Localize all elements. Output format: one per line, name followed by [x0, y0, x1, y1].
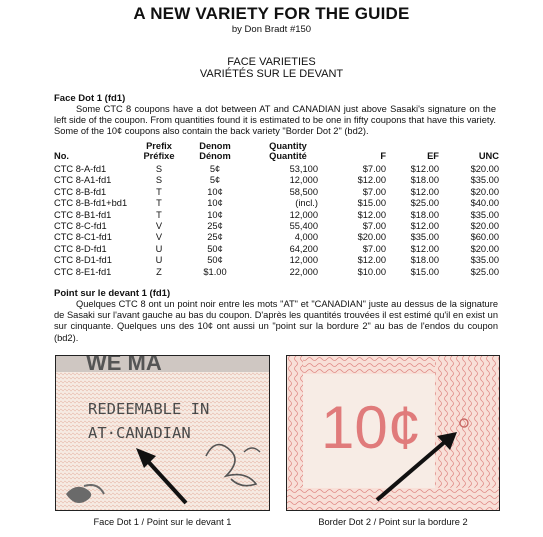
cell-unc: $20.00	[470, 221, 499, 232]
cell-unc: $60.00	[470, 232, 499, 243]
cell-prefix: Z	[156, 266, 162, 277]
english-paragraph: Some CTC 8 coupons have a dot between AT and CANADIAN just above Sasaki's signature on the left side of the coupon. From quantities found it is estimated to be one in fifty coupons that have this variety. Some of the 10¢ coupons also contain the back variety "Border Dot 2" (bd2).	[54, 104, 496, 137]
table-row	[54, 210, 499, 221]
face-dot-photo	[55, 355, 270, 511]
cell-unc: $35.00	[470, 209, 499, 220]
cell-no: CTC 8-B-fd1	[54, 186, 107, 197]
cell-unc: $40.00	[470, 198, 499, 209]
cell-qty: 55,400	[289, 221, 318, 232]
header-denom-fr: Dénom	[199, 151, 231, 161]
border-dot-caption: Border Dot 2 / Point sur la bordure 2	[318, 517, 468, 527]
header-qty-fr: Quantité	[269, 151, 307, 161]
cell-denom: 5¢	[209, 175, 221, 186]
header-qty-en: Quantity	[269, 141, 307, 151]
table-row	[54, 187, 499, 198]
cell-denom: 50¢	[207, 255, 223, 266]
cell-denom: 10¢	[207, 209, 223, 220]
face-dot-image	[56, 356, 269, 510]
cell-prefix: T	[156, 209, 162, 220]
french-heading: Point sur le devant 1 (fd1)	[54, 288, 171, 299]
cell-denom: 5¢	[209, 164, 221, 174]
section-title-fr: VARIÉTÉS SUR LE DEVANT	[199, 68, 344, 80]
section-title-en: FACE VARIETIES	[227, 56, 316, 68]
header-prefix-fr: Préfixe	[143, 151, 175, 161]
cell-ef: $18.00	[410, 255, 439, 266]
border-dot-image	[287, 356, 499, 510]
cell-no: CTC 8-D-fd1	[54, 243, 107, 254]
table-row	[54, 175, 499, 186]
cell-prefix: S	[155, 175, 163, 186]
cell-qty: 64,200	[289, 243, 318, 254]
cell-qty: 12,000	[289, 255, 318, 266]
cell-f: $7.00	[362, 221, 386, 232]
cell-denom: 10¢	[207, 198, 223, 209]
cell-ef: $18.00	[410, 209, 439, 220]
cell-prefix: S	[155, 164, 163, 174]
cell-ef: $35.00	[410, 232, 439, 243]
byline: by Don Bradt #150	[231, 24, 312, 35]
cell-qty: (incl.)	[295, 198, 318, 209]
cell-f: $20.00	[357, 232, 386, 243]
table-row	[54, 221, 499, 232]
cell-no: CTC 8-B-fd1+bd1	[54, 198, 128, 209]
table-row	[54, 232, 499, 243]
cell-unc: $20.00	[470, 243, 499, 254]
cell-qty: 53,100	[289, 164, 318, 174]
cell-denom: 10¢	[207, 186, 223, 197]
table-row	[54, 198, 499, 209]
cell-ef: $25.00	[410, 198, 439, 209]
cell-prefix: V	[155, 232, 163, 243]
table-header-row-1	[54, 141, 499, 151]
header-prefix-en: Prefix	[146, 141, 172, 151]
cell-denom: $1.00	[203, 266, 227, 277]
cell-ef: $12.00	[410, 221, 439, 232]
cell-qty: 58,500	[289, 186, 318, 197]
cell-ef: $12.00	[410, 243, 439, 254]
cell-unc: $20.00	[470, 164, 499, 174]
article-title: A NEW VARIETY FOR THE GUIDE	[133, 4, 410, 23]
cell-unc: $35.00	[470, 175, 499, 186]
cell-prefix: T	[156, 198, 162, 209]
cell-f: $12.00	[357, 209, 386, 220]
cell-no: CTC 8-E1-fd1	[54, 266, 112, 277]
header-ef: EF	[427, 151, 439, 161]
table-row	[54, 255, 499, 266]
cell-ef: $12.00	[410, 186, 439, 197]
cell-prefix: U	[155, 243, 163, 254]
cell-ef: $15.00	[410, 266, 439, 277]
table-row	[54, 164, 499, 175]
cell-prefix: T	[156, 186, 162, 197]
cell-qty: 22,000	[289, 266, 318, 277]
cell-ef: $18.00	[410, 175, 439, 186]
cell-ef: $12.00	[410, 164, 439, 174]
cell-f: $7.00	[362, 164, 386, 174]
cell-unc: $35.00	[470, 255, 499, 266]
cell-qty: 4,000	[294, 232, 318, 243]
cell-f: $7.00	[362, 243, 386, 254]
cell-no: CTC 8-A1-fd1	[54, 175, 112, 186]
cell-no: CTC 8-B1-fd1	[54, 209, 112, 220]
denomination: 10¢	[321, 394, 422, 461]
table-header-row-2	[54, 151, 499, 161]
cell-f: $10.00	[357, 266, 386, 277]
cell-no: CTC 8-C-fd1	[54, 221, 107, 232]
cell-f: $12.00	[357, 255, 386, 266]
header-unc: UNC	[478, 151, 499, 161]
header-denom-en: Denom	[199, 141, 231, 151]
coupon-line2: AT·CANADIAN	[88, 424, 191, 442]
table-row	[54, 244, 499, 255]
cell-f: $15.00	[357, 198, 386, 209]
table-row	[54, 267, 499, 278]
header-no: No.	[54, 151, 69, 161]
cell-denom: 25¢	[207, 221, 223, 232]
coupon-line1: REDEEMABLE IN	[88, 400, 210, 418]
cell-denom: 25¢	[207, 232, 223, 243]
cell-unc: $25.00	[470, 266, 499, 277]
cell-qty: 12,000	[289, 209, 318, 220]
cell-no: CTC 8-D1-fd1	[54, 255, 112, 266]
header-f: F	[380, 151, 386, 161]
french-paragraph: Quelques CTC 8 ont un point noir entre les mots "AT" et "CANADIAN" juste au dessus de la signature de Sasaki sur l'avant gauche au bas du coupon. D'après les quantités trouvées il est estimé qu'il en exist un sur cinquante. Quelques uns des 10¢ ont aussi un "point sur la bordure 2" au bas de l'endos du coupon (bd2).	[54, 299, 498, 343]
cell-qty: 12,000	[289, 175, 318, 186]
face-dot-caption: Face Dot 1 / Point sur le devant 1	[93, 517, 232, 527]
cell-unc: $20.00	[470, 186, 499, 197]
cell-prefix: V	[155, 221, 163, 232]
english-heading: Face Dot 1 (fd1)	[54, 93, 126, 104]
cell-f: $7.00	[362, 186, 386, 197]
cell-no: CTC 8-A-fd1	[54, 164, 107, 174]
cell-prefix: U	[155, 255, 163, 266]
border-dot-photo	[286, 355, 500, 511]
variety-price-table	[54, 141, 499, 278]
cell-denom: 50¢	[207, 243, 223, 254]
cell-f: $12.00	[357, 175, 386, 186]
cell-no: CTC 8-C1-fd1	[54, 232, 112, 243]
coupon-top-text: WE MA	[86, 356, 162, 375]
